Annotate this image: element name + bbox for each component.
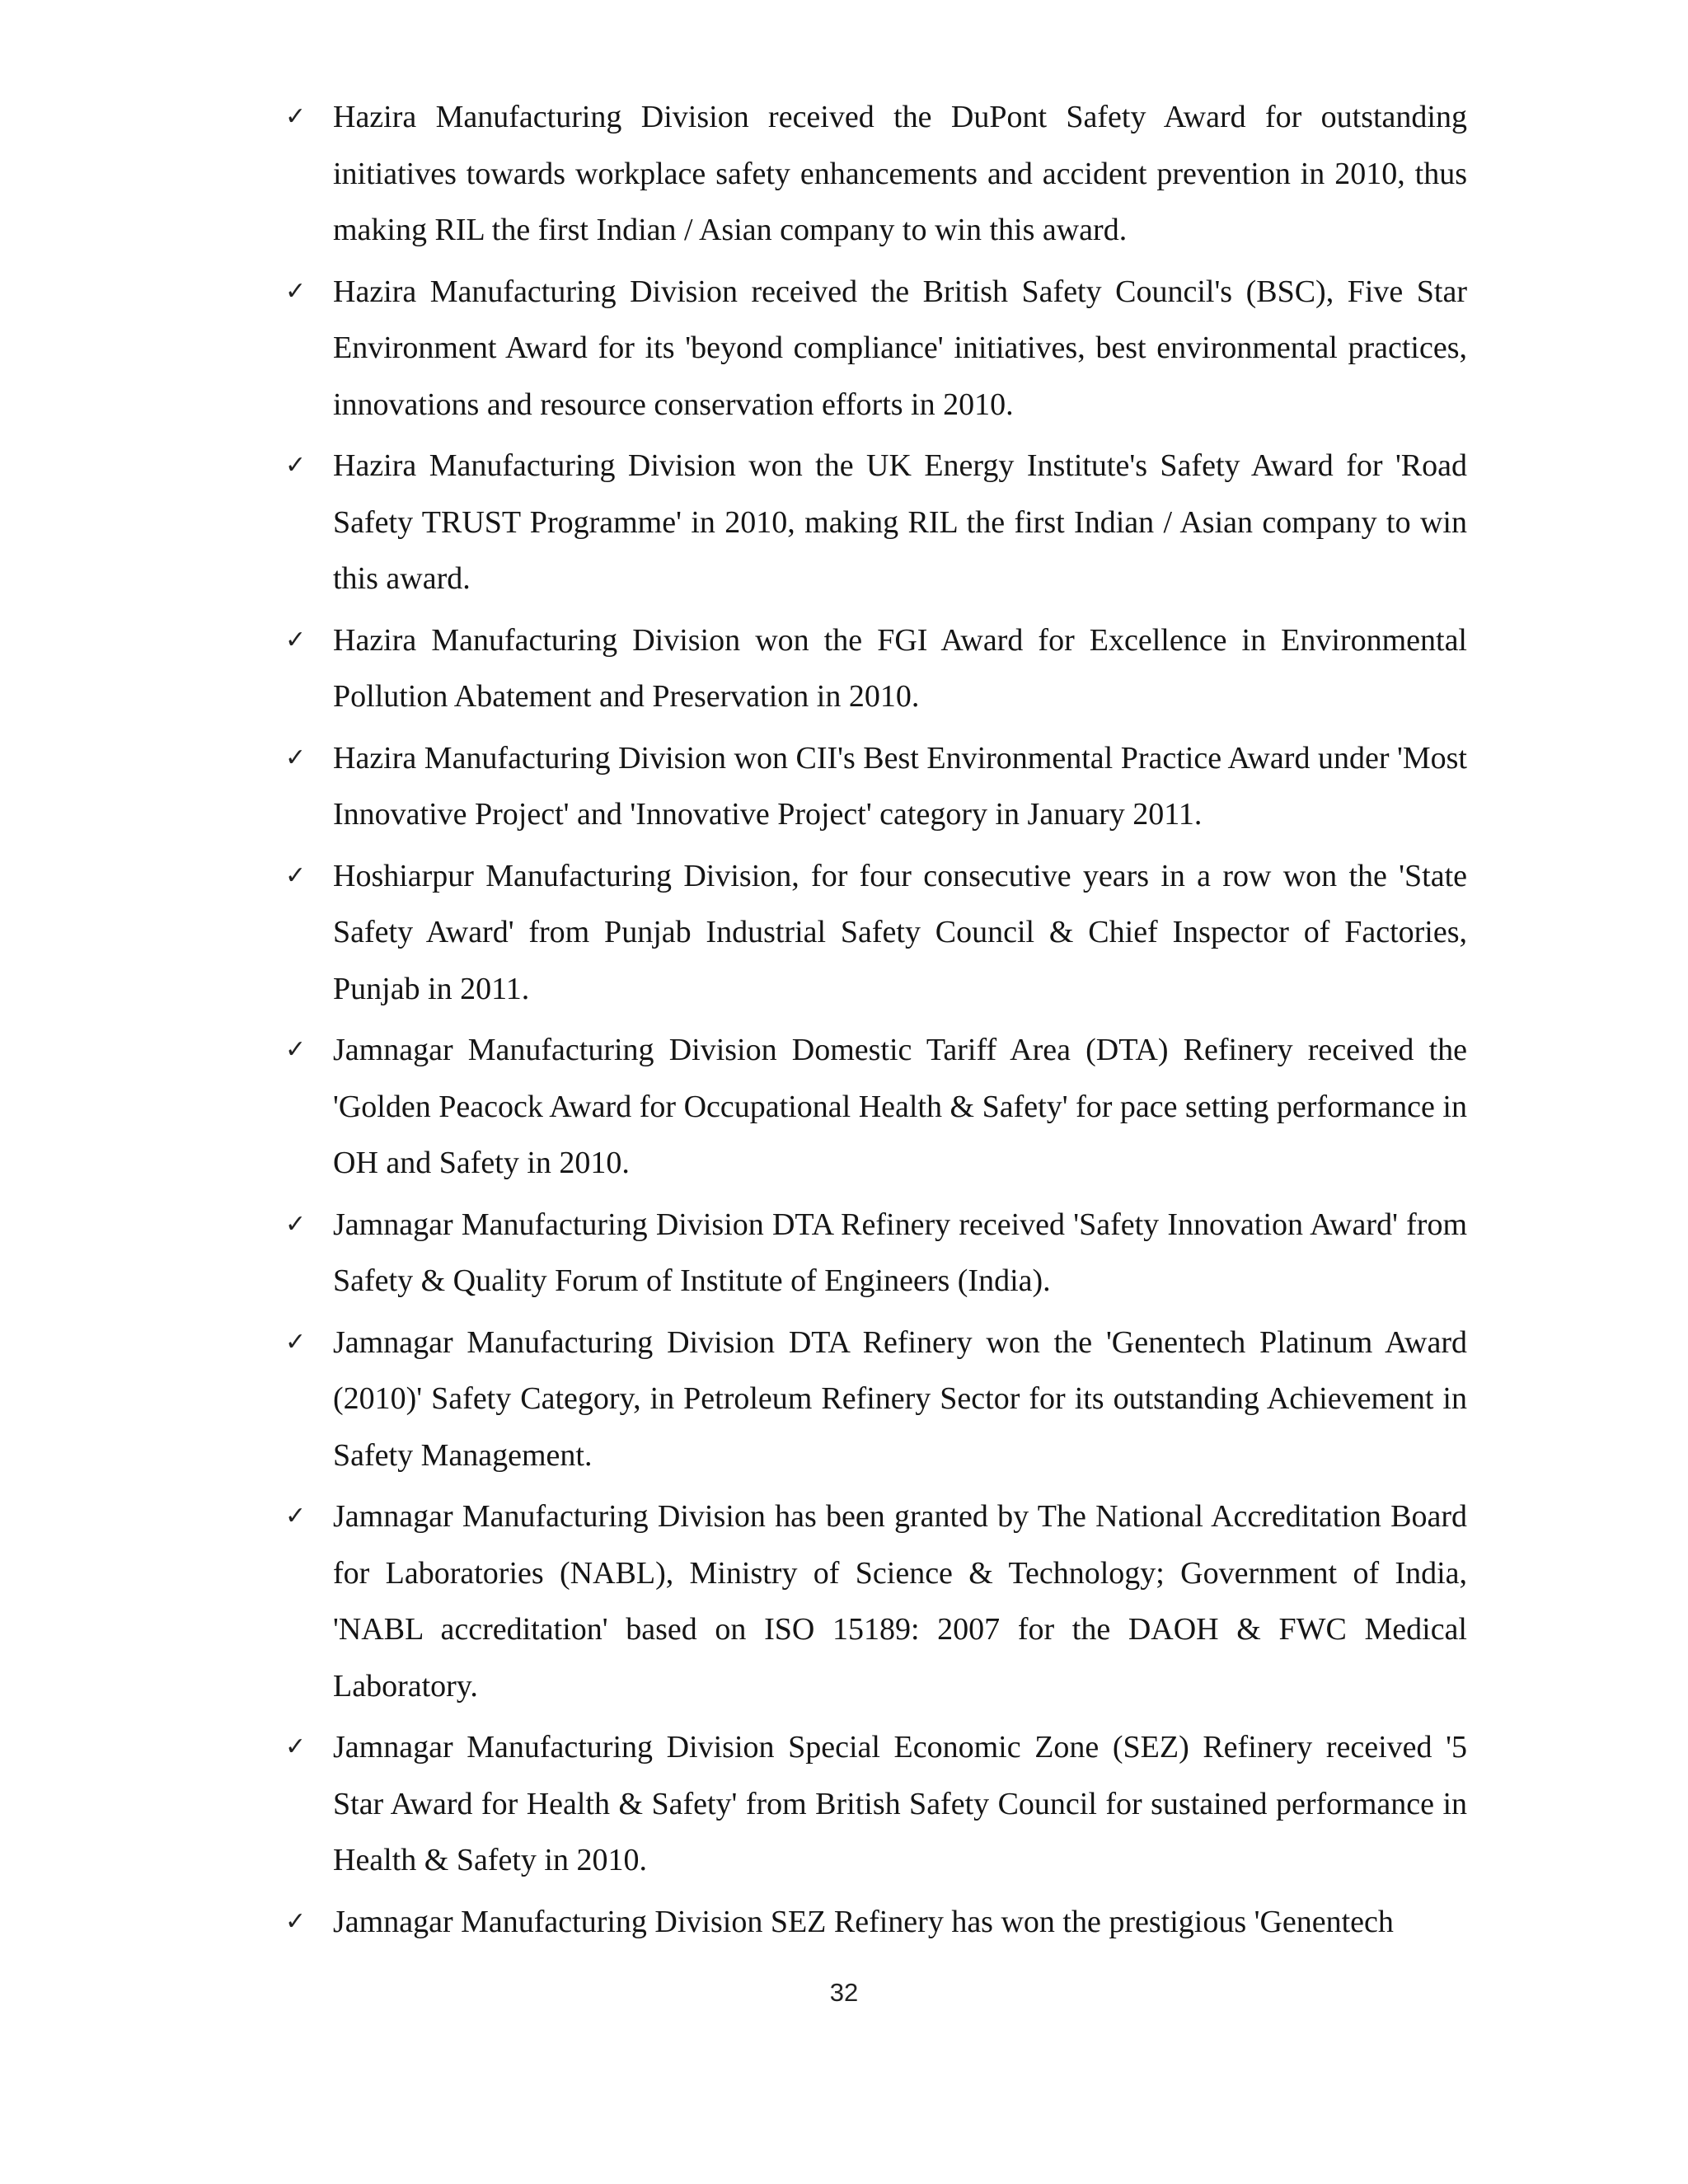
list-item	[280, 438, 1467, 607]
list-item	[280, 1488, 1467, 1714]
award-text: Hazira Manufacturing Division received the DuPont Safety Award for outstanding initiatives towards workplace safety enhancements and accident prevention in 2010, thus making RIL the first Indian / Asian company to win this award.	[333, 100, 1467, 247]
award-text: Hazira Manufacturing Division received the British Safety Council's (BSC), Five Star Environment Award for its 'beyond compliance' initiatives, best environmental practices, innovations and resource conservation efforts in 2010.	[333, 274, 1467, 422]
award-text: Jamnagar Manufacturing Division SEZ Refinery has won the prestigious 'Genentech	[333, 1904, 1394, 1939]
check-mark-icon: ✓	[285, 625, 307, 654]
check-mark-icon: ✓	[285, 860, 307, 890]
list-item	[280, 848, 1467, 1018]
list-item	[280, 1315, 1467, 1484]
award-text: Hoshiarpur Manufacturing Division, for four consecutive years in a row won the 'State Safety Award' from Punjab Industrial Safety Council & Chief Inspector of Factories, Punjab in 2011.	[333, 858, 1467, 1006]
award-text: Hazira Manufacturing Division won the FGI Award for Excellence in Environmental Pollution Abatement and Preservation in 2010.	[333, 622, 1467, 714]
check-mark-icon: ✓	[285, 451, 307, 480]
list-item	[280, 1719, 1467, 1889]
check-mark-icon: ✓	[285, 1209, 307, 1239]
check-mark-icon: ✓	[285, 1732, 307, 1761]
list-item	[280, 264, 1467, 434]
award-text: Jamnagar Manufacturing Division Domestic Tariff Area (DTA) Refinery received the 'Golden Peacock Award for Occupational Health & Safety' for pace setting performance in OH and Safety in 2010.	[333, 1033, 1467, 1180]
list-item	[280, 1894, 1467, 1951]
award-text: Jamnagar Manufacturing Division Special Economic Zone (SEZ) Refinery received '5 Star Award for Health & Safety' from British Safety Council for sustained performance in Health & Safety in 2010.	[333, 1730, 1467, 1877]
check-mark-icon: ✓	[285, 743, 307, 772]
page-number: 32	[829, 1978, 859, 2007]
award-text: Hazira Manufacturing Division won the UK Energy Institute's Safety Award for 'Road Safety TRUST Programme' in 2010, making RIL the first Indian / Asian company to win this award.	[333, 448, 1467, 596]
award-text: Jamnagar Manufacturing Division DTA Refinery received 'Safety Innovation Award' from Safety & Quality Forum of Institute of Engineers (India).	[333, 1207, 1467, 1298]
check-mark-icon: ✓	[285, 1502, 307, 1530]
check-mark-icon: ✓	[285, 1035, 307, 1064]
award-text: Jamnagar Manufacturing Division has been granted by The National Accreditation Board for Laboratories (NABL), Ministry of Science & Technology; Government of India, 'NABL accreditation' based on ISO 15189: 2007 for the DAOH & FWC Medical Laboratory.	[333, 1499, 1467, 1704]
check-mark-icon: ✓	[285, 102, 307, 131]
list-item	[280, 730, 1467, 843]
list-item	[280, 89, 1467, 259]
check-mark-icon: ✓	[285, 276, 307, 306]
award-text: Jamnagar Manufacturing Division DTA Refinery won the 'Genentech Platinum Award (2010)' Safety Category, in Petroleum Refinery Sector for its outstanding Achievement in Safety Management.	[333, 1324, 1467, 1473]
list-item	[280, 612, 1467, 725]
check-mark-icon: ✓	[285, 1906, 307, 1936]
award-text: Hazira Manufacturing Division won CII's Best Environmental Practice Award under 'Most Innovative Project' and 'Innovative Project' category in January 2011.	[333, 740, 1467, 832]
list-item	[280, 1197, 1467, 1310]
list-item	[280, 1022, 1467, 1192]
awards-list	[280, 89, 1467, 1955]
check-mark-icon: ✓	[285, 1327, 307, 1357]
